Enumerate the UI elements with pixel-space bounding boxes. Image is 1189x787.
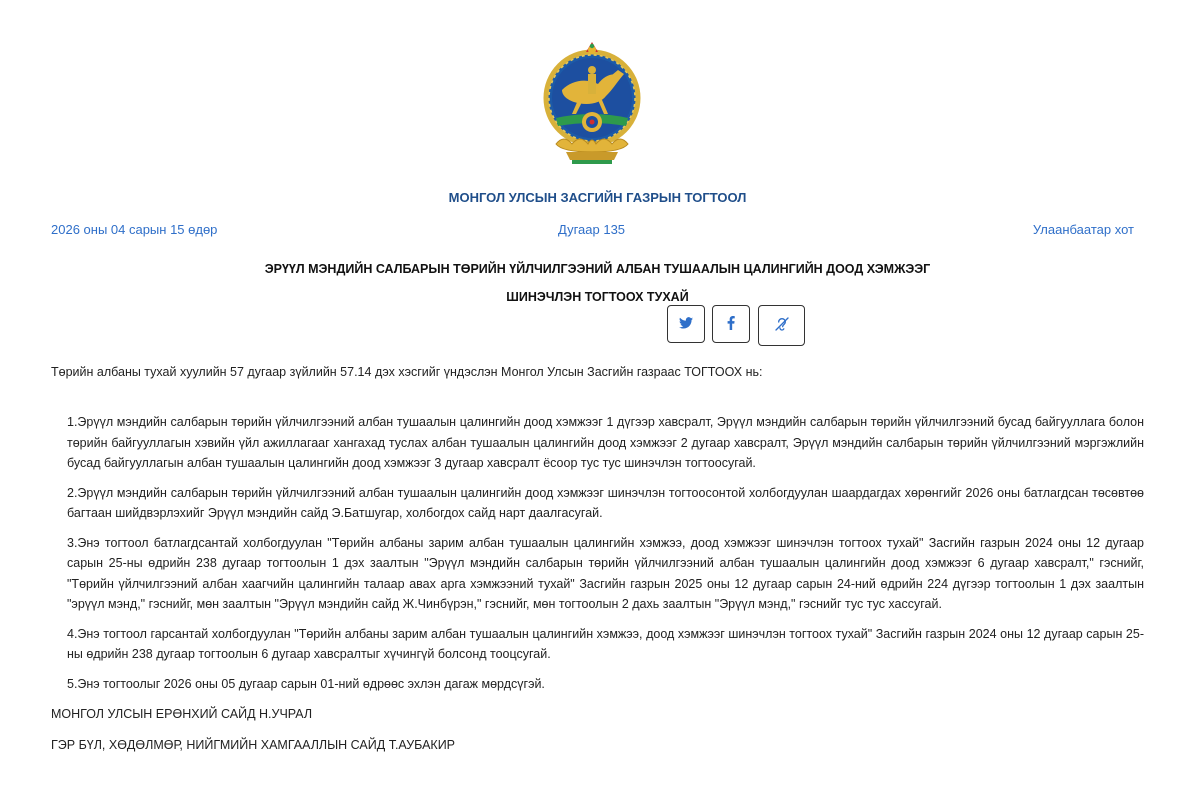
document-title-line1: ЭРҮҮЛ МЭНДИЙН САЛБАРЫН ТӨРИЙН ҮЙЛЧИЛГЭЭНИЙ АЛБАН ТУШААЛЫН ЦАЛИНГИЙН ДООД ХЭМЖЭЭГ: [264, 262, 931, 276]
decree-clause-2: 2.Эрүүл мэндийн салбарын төрийн үйлчилгээний албан тушаалын цалингийн доод хэмжээг шинэчлэн тогтоосонтой холбогдуулан шаардагдах хөрөнгийг 2026 оны батлагдсан төсөвтөө багтаан шийдвэрлэхийг Эрүүл мэндийн сайд Э.Батшугар, холбогдох сайд нарт даалгасугай.: [67, 485, 1144, 520]
decree-place: Улаанбаатар хот: [1032, 222, 1134, 237]
facebook-share-button[interactable]: [712, 305, 750, 343]
signature-minister: ГЭР БҮЛ, ХӨДӨЛМӨР, НИЙГМИЙН ХАМГААЛЛЫН САЙД Т.АУБАКИР: [51, 738, 456, 752]
decree-clause-1: 1.Эрүүл мэндийн салбарын төрийн үйлчилгээний албан тушаалын цалингийн доод хэмжээг 1 дүгээр хавсралт, Эрүүл мэндийн салбарын төрийн үйлчилгээний бусад байгууллага болон төрийн байгууллагын хэвийн үйл ажиллагааг хангахад туслах албан тушаалын цалингийн доод хэмжээг 2 дугаар хавсралт, Эрүүл мэндийн салбарын төрийн үйлчилгээний мэргэжлийн бусад байгууллагын албан тушаалын цалингийн доод хэмжээг 3 дугаар хавсралт ёсоор тус тус шинэчлэн тогтоосугай.: [67, 415, 1144, 470]
decree-clause-4: 4.Энэ тогтоол гарсантай холбогдуулан "Төрийн албаны зарим албан тушаалын цалингийн хэмжээ, доод хэмжээг шинэчлэн тогтоох тухай" Засгийн газрын 2024 оны 12 дугаар сарын 25-ны өдрийн 238 дугаар тогтоолын 6 дугаар хавсралтыг хүчингүй болсонд тооцсугай.: [67, 626, 1144, 661]
accessibility-icon: [774, 316, 790, 335]
decree-meta-row: [51, 222, 1134, 240]
state-emblem: [542, 40, 642, 168]
decree-intro: Төрийн албаны тухай хуулийн 57 дугаар зүйлийн 57.14 дэх хэсгийг үндэслэн Монгол Улсын Засгийн газраас ТОГТООХ нь:: [51, 365, 763, 379]
signature-prime-minister: МОНГОЛ УЛСЫН ЕРӨНХИЙ САЙД Н.УЧРАЛ: [51, 707, 313, 721]
decree-clause-3: 3.Энэ тогтоол батлагдсантай холбогдуулан "Төрийн албаны зарим албан тушаалын цалингийн хэмжээ, доод хэмжээг шинэчлэн тогтоох тухай" Засгийн газрын 2024 оны 12 дугаар сарын 25-ны өдрийн 238 дугаар тогтоолын 1 дэх заалтын "Эрүүл мэндийн салбарын төрийн үйлчилгээний албан тушаалын цалингийн доод хэмжээг 6 дугаар хавсралт," гэснийг, "Төрийн үйлчилгээний албан хаагчийн цалингийн талаар авах арга хэмжээний тухай" Засгийн газрын 2025 оны 12 дугаар сарын 24-ний өдрийн 224 дүгээр тогтоолын 1 дэх заалтын "эрүүл мэнд," гэснийг, мөн заалтын "Эрүүл мэндийн сайд Ж.Чинбүрэн," гэснийг, мөн тогтоолын 2 дахь заалтын "Эрүүл мэнд," гэснийг тус тус хассугай.: [67, 535, 1144, 611]
decree-clause-5: 5.Энэ тогтоолыг 2026 оны 05 дугаар сарын 01-ний өдрөөс эхлэн дагаж мөрдсүгэй.: [67, 676, 545, 691]
twitter-share-button[interactable]: [667, 305, 705, 343]
accessibility-button[interactable]: [758, 305, 805, 346]
twitter-icon: [679, 317, 693, 332]
decree-clauses: [67, 412, 1144, 703]
decree-date: 2026 оны 04 сарын 15 өдөр: [51, 222, 218, 237]
document-title-line2: ШИНЭЧЛЭН ТОГТООХ ТУХАЙ: [506, 290, 689, 304]
decree-header-title: МОНГОЛ УЛСЫН ЗАСГИЙН ГАЗРЫН ТОГТООЛ: [448, 190, 747, 205]
decree-number: Дугаар 135: [558, 222, 626, 237]
facebook-icon: [727, 316, 735, 333]
